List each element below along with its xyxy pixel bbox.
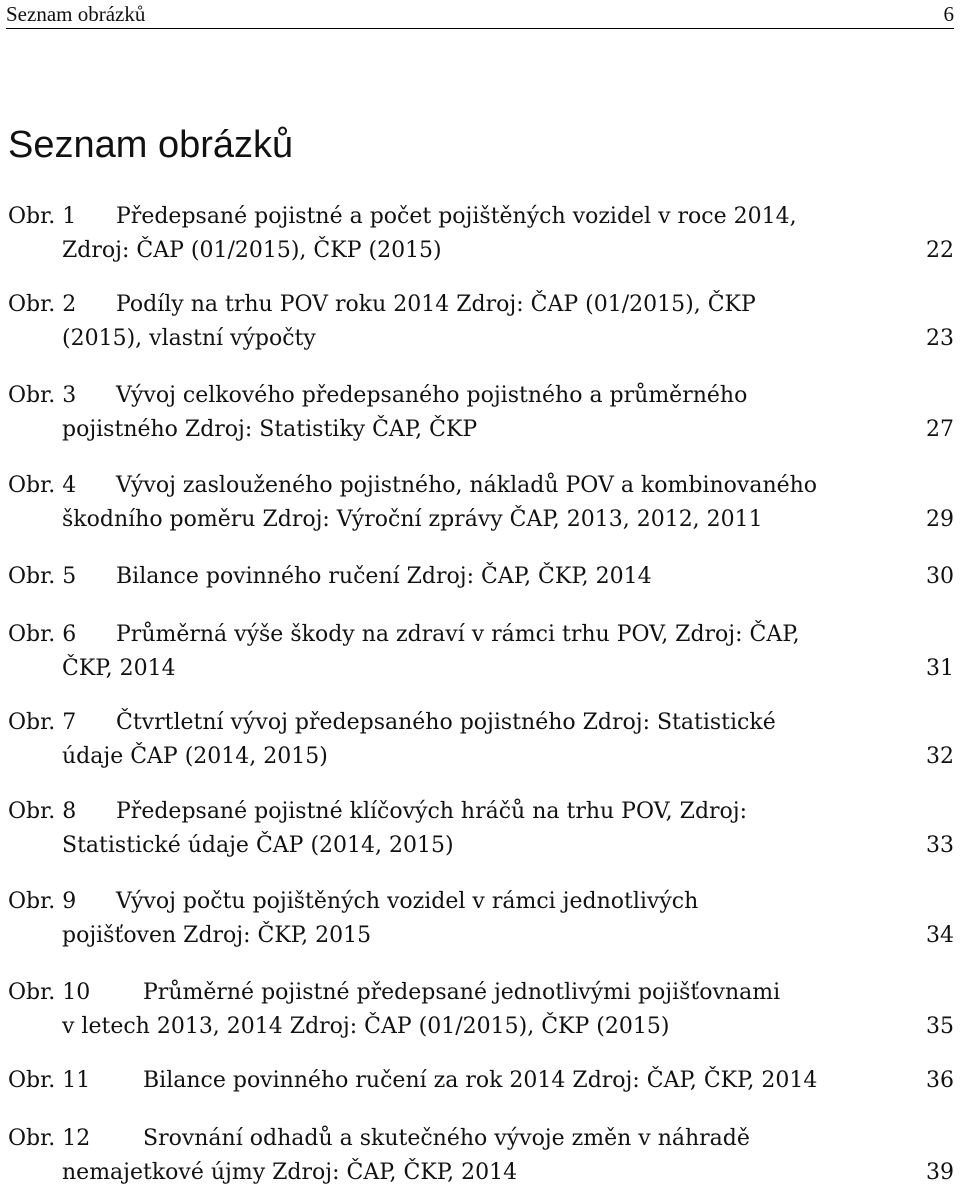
toc-entry-3[interactable] [0, 381, 960, 451]
figure-caption-line-1: Srovnání odhadů a skutečného vývoje změn v náhradě [143, 1126, 750, 1151]
figure-caption-line-1: Průměrné pojistné předepsané jednotlivými pojišťovnami [143, 980, 781, 1005]
figure-number: Obr. 7 [8, 710, 77, 735]
toc-entry-9[interactable] [0, 887, 960, 957]
figure-caption-line-2: pojišťoven Zdroj: ČKP, 2015 [62, 923, 372, 948]
figure-caption-line-1: Předepsané pojistné a počet pojištěných vozidel v roce 2014, [116, 204, 797, 229]
figure-caption-line-1: Předepsané pojistné klíčových hráčů na trhu POV, Zdroj: [116, 799, 748, 824]
figure-page-number: 30 [926, 564, 954, 589]
toc-entry-10[interactable] [0, 978, 960, 1048]
figure-page-number: 22 [926, 238, 954, 263]
figure-page-number: 23 [926, 326, 954, 351]
toc-entry-1[interactable] [0, 202, 960, 272]
figure-number: Obr. 2 [8, 292, 77, 317]
figure-caption-line-1: Vývoj zaslouženého pojistného, nákladů POV a kombinovaného [116, 473, 818, 498]
figure-caption-line-2: (2015), vlastní výpočty [62, 326, 316, 351]
figure-page-number: 32 [926, 744, 954, 769]
figure-page-number: 33 [926, 833, 954, 858]
figure-caption-line-1: Bilance povinného ručení za rok 2014 Zdroj: ČAP, ČKP, 2014 [143, 1068, 818, 1093]
figure-caption-line-1: Průměrná výše škody na zdraví v rámci trhu POV, Zdroj: ČAP, [116, 622, 800, 647]
toc-entry-4[interactable] [0, 471, 960, 541]
figure-number: Obr. 1 [8, 204, 77, 229]
toc-entry-12[interactable] [0, 1124, 960, 1194]
figure-page-number: 35 [926, 1014, 954, 1039]
figure-number: Obr. 5 [8, 564, 77, 589]
figure-page-number: 36 [926, 1068, 954, 1093]
figure-caption-line-1: Podíly na trhu POV roku 2014 Zdroj: ČAP (01/2015), ČKP [116, 292, 756, 317]
toc-entry-7[interactable] [0, 708, 960, 778]
figure-page-number: 34 [926, 923, 954, 948]
figure-caption-line-2: Statistické údaje ČAP (2014, 2015) [62, 833, 454, 858]
figure-page-number: 39 [926, 1160, 954, 1185]
figure-caption-line-2: ČKP, 2014 [62, 656, 176, 681]
figure-page-number: 27 [926, 417, 954, 442]
figure-caption-line-1: Vývoj počtu pojištěných vozidel v rámci jednotlivých [116, 889, 699, 914]
figure-caption-line-2: v letech 2013, 2014 Zdroj: ČAP (01/2015), ČKP (2015) [62, 1014, 670, 1039]
figure-number: Obr. 4 [8, 473, 77, 498]
toc-entry-2[interactable] [0, 290, 960, 360]
figure-number: Obr. 8 [8, 799, 77, 824]
figure-caption-line-2: škodního poměru Zdroj: Výroční zprávy ČAP, 2013, 2012, 2011 [62, 507, 763, 532]
figure-number: Obr. 10 [8, 980, 91, 1005]
figure-page-number: 31 [926, 656, 954, 681]
figure-caption-line-1: Čtvrtletní vývoj předepsaného pojistného Zdroj: Statistické [116, 710, 776, 735]
toc-entry-6[interactable] [0, 620, 960, 690]
page-title: Seznam obrázků [8, 124, 294, 166]
figure-number: Obr. 6 [8, 622, 77, 647]
figure-caption-line-2: pojistného Zdroj: Statistiky ČAP, ČKP [62, 417, 478, 442]
figure-caption-line-2: údaje ČAP (2014, 2015) [62, 744, 328, 769]
figure-page-number: 29 [926, 507, 954, 532]
figure-caption-line-2: nemajetkové újmy Zdroj: ČAP, ČKP, 2014 [62, 1160, 518, 1185]
toc-entry-8[interactable] [0, 797, 960, 867]
figure-caption-line-2: Zdroj: ČAP (01/2015), ČKP (2015) [62, 238, 442, 263]
running-header-page-number: 6 [943, 2, 954, 26]
figure-number: Obr. 9 [8, 889, 77, 914]
figure-number: Obr. 12 [8, 1126, 91, 1151]
figure-number: Obr. 11 [8, 1068, 91, 1093]
figure-caption-line-1: Vývoj celkového předepsaného pojistného a průměrného [116, 383, 748, 408]
figure-caption-line-1: Bilance povinného ručení Zdroj: ČAP, ČKP, 2014 [116, 564, 652, 589]
running-header-title: Seznam obrázků [6, 2, 146, 26]
figure-number: Obr. 3 [8, 383, 77, 408]
